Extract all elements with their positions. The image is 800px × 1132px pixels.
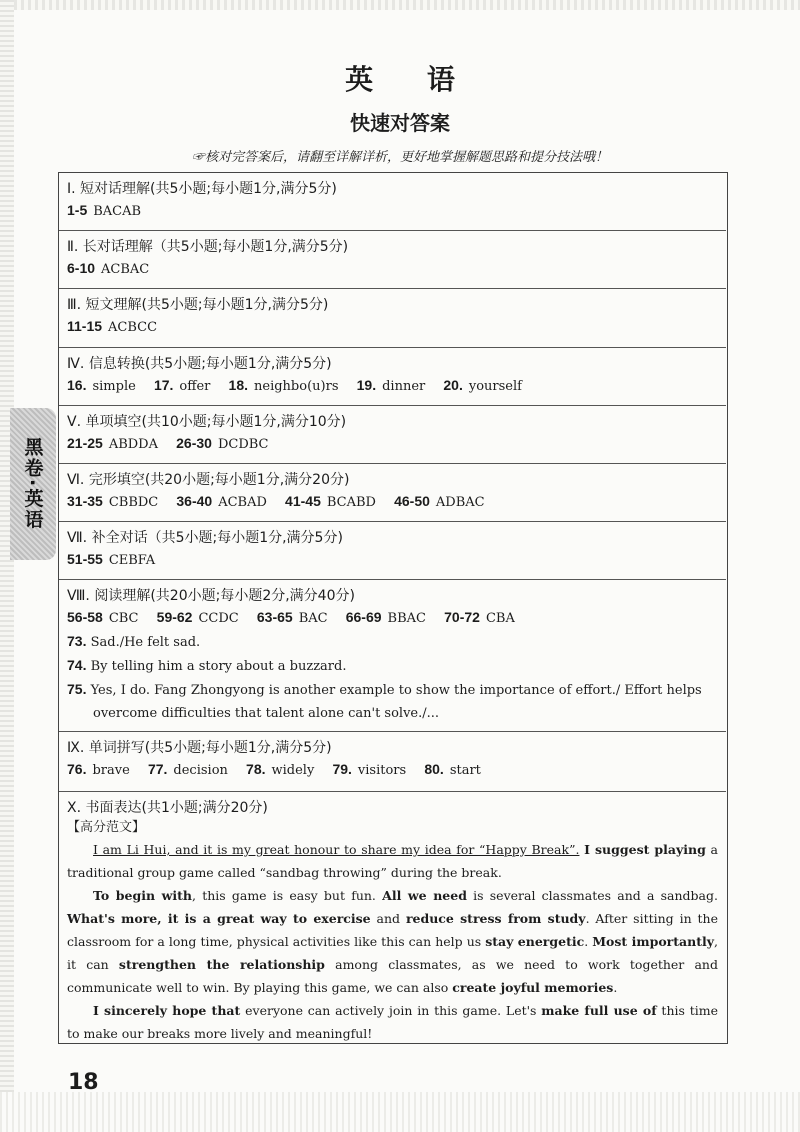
page-subtitle: 快速对答案 — [350, 111, 450, 135]
essay-text: . — [613, 980, 618, 995]
answer-line — [67, 432, 726, 456]
section-heading: Ⅸ. 单词拼写(共5小题;每小题1分,满分5分) — [67, 740, 332, 756]
page-number: 18 — [68, 1070, 99, 1095]
question-range: 6-10 — [67, 260, 96, 276]
answer-key: CBA — [485, 611, 515, 626]
question-number: 76. — [67, 761, 87, 777]
answer-key: BACAB — [93, 204, 142, 219]
question-range: 66-69 — [345, 609, 382, 625]
question-range: 26-30 — [176, 435, 212, 451]
answer-word: start — [449, 763, 481, 778]
essay-key-phrase: reduce stress from study — [405, 911, 586, 926]
section-7 — [59, 522, 726, 580]
question-number: 78. — [246, 761, 266, 777]
question-range: 31-35 — [67, 493, 103, 509]
page-title: 英 语 — [345, 63, 477, 96]
model-essay-tag: 【高分范文】 — [67, 820, 146, 835]
section-heading: Ⅵ. 完形填空(共20小题;每小题1分,满分20分) — [67, 472, 350, 488]
question-range: 36-40 — [176, 493, 213, 509]
section-10 — [59, 792, 726, 1042]
answer-line — [67, 257, 726, 281]
section-9 — [59, 732, 726, 792]
essay-text: , it can — [67, 934, 718, 972]
answer-word: offer — [179, 379, 211, 394]
answer-word: simple — [92, 379, 136, 394]
section-heading: Ⅲ. 短文理解(共5小题;每小题1分,满分5分) — [67, 297, 329, 313]
answer-key: ACBAD — [218, 495, 267, 510]
answer-line — [67, 315, 726, 339]
essay-key-phrase: All we need — [382, 888, 467, 903]
question-number: 79. — [332, 761, 352, 777]
section-8 — [59, 580, 726, 732]
answer-line — [67, 548, 726, 572]
answer-line — [67, 490, 726, 514]
section-2 — [59, 231, 726, 289]
essay-text: everyone can actively join in this game. Let's — [240, 1003, 542, 1018]
answer-key: CCDC — [198, 611, 239, 626]
answer-key: BBAC — [387, 611, 426, 626]
answer-key: ACBCC — [108, 320, 158, 335]
answer-key: CEBFA — [108, 553, 156, 568]
question-number: 17. — [153, 377, 174, 393]
essay-key-phrase: I suggest playing — [584, 842, 706, 857]
answer-word: decision — [173, 763, 228, 778]
question-range: 41-45 — [285, 493, 321, 509]
answer-key: ACBAC — [101, 262, 150, 277]
essay-paragraph-2 — [67, 884, 718, 999]
essay-key-phrase: To begin with — [93, 888, 193, 903]
question-number: 80. — [424, 761, 444, 777]
essay-key-phrase: What's more, it is a great way to exercise — [67, 911, 371, 926]
section-1 — [59, 173, 726, 231]
essay-text: . After sitting in the classroom for a long time, physical activities like this can help us — [67, 911, 718, 949]
question-number: 19. — [356, 377, 377, 393]
answer-word: dinner — [382, 379, 426, 394]
section-heading: Ⅰ. 短对话理解(共5小题;每小题1分,满分5分) — [67, 181, 337, 197]
essay-paragraph-1 — [67, 838, 718, 884]
question-range: 21-25 — [67, 435, 103, 451]
question-range: 46-50 — [394, 493, 430, 509]
essay-text: is several classmates and a sandbag. — [466, 888, 718, 903]
question-range: 1-5 — [67, 202, 88, 218]
section-heading: Ⅷ. 阅读理解(共20小题;每小题2分,满分40分) — [67, 588, 355, 604]
answer-text: By telling him a story about a buzzard. — [90, 659, 347, 674]
essay-text: among classmates, as we need to work together and communicate well to win. By playing this game, we can also — [67, 957, 718, 995]
answer-word: widely — [271, 763, 315, 778]
question-range: 70-72 — [444, 609, 480, 625]
section-heading: Ⅶ. 补全对话（共5小题;每小题1分,满分5分) — [67, 530, 343, 546]
essay-text: , this game is easy but fun. — [192, 888, 383, 903]
essay-key-phrase: make full use of — [541, 1003, 657, 1018]
answer-key: BCABD — [326, 495, 376, 510]
essay-underlined-text: I am Li Hui, and it is my great honour to share my idea for “Happy Break”. — [93, 842, 580, 857]
question-number: 75. — [67, 681, 87, 697]
essay-key-phrase: strengthen the relationship — [118, 957, 325, 972]
essay-text: a traditional group game called “sandbag throwing” during the break. — [67, 842, 718, 880]
question-range: 59-62 — [156, 609, 193, 625]
section-4 — [59, 348, 726, 406]
question-range: 51-55 — [67, 551, 103, 567]
section-3 — [59, 289, 726, 348]
answer-line — [67, 199, 726, 223]
answer-line — [67, 758, 726, 782]
essay-text: . — [584, 934, 593, 949]
answer-line — [67, 374, 726, 398]
essay-key-phrase: stay energetic — [485, 934, 585, 949]
page-edge-bottom — [0, 1092, 800, 1132]
answer-key: BAC — [298, 611, 328, 626]
section-heading: Ⅱ. 长对话理解（共5小题;每小题1分,满分5分) — [67, 239, 349, 255]
answer-line — [67, 606, 726, 630]
question-number: 77. — [147, 761, 168, 777]
section-5 — [59, 406, 726, 464]
side-tab-label: 黑卷·英语 — [21, 437, 44, 531]
side-tab — [10, 408, 56, 560]
page-edge-top — [0, 0, 800, 10]
answer-key: ABDDA — [108, 437, 158, 452]
question-number: 74. — [67, 657, 87, 673]
answer-word: brave — [92, 763, 130, 778]
question-number: 16. — [67, 377, 87, 393]
answer-line — [67, 630, 726, 654]
question-number: 18. — [228, 377, 249, 393]
essay-key-phrase: create joyful memories — [452, 980, 614, 995]
essay-text: this time to make our breaks more lively and meaningful! — [67, 1003, 718, 1041]
answer-word: yourself — [468, 379, 522, 394]
section-heading: Ⅳ. 信息转换(共5小题;每小题1分,满分5分) — [67, 356, 332, 372]
answer-word: visitors — [357, 763, 407, 778]
answer-key: ADBAC — [435, 495, 485, 510]
essay-paragraph-3 — [67, 999, 718, 1045]
instruction-note: ☞核对完答案后，请翻至详解详析，更好地掌握解题思路和提分技法哦！ — [191, 150, 608, 165]
answer-line — [67, 678, 718, 725]
question-range: 56-58 — [67, 609, 103, 625]
answer-key: CBBDC — [108, 495, 159, 510]
section-6 — [59, 464, 726, 522]
answer-key: CBC — [108, 611, 139, 626]
section-heading: Ⅹ. 书面表达(共1小题;满分20分) — [67, 800, 268, 816]
answer-key: DCDBC — [217, 437, 269, 452]
essay-key-phrase: I sincerely hope that — [93, 1003, 241, 1018]
answer-word: neighbo(u)rs — [254, 379, 339, 394]
essay-key-phrase: Most importantly — [592, 934, 715, 949]
question-range: 63-65 — [256, 609, 293, 625]
page-edge-left — [0, 0, 14, 1132]
question-range: 11-15 — [67, 318, 103, 334]
answer-line — [67, 654, 726, 678]
question-number: 20. — [443, 377, 463, 393]
essay-text: and — [370, 911, 406, 926]
question-number: 73. — [67, 633, 87, 649]
answer-text: Yes, I do. Fang Zhongyong is another example to show the importance of effort./ Effort helps overcome difficulties that talent alone can't solve./... — [90, 683, 702, 721]
section-heading: Ⅴ. 单项填空(共10小题;每小题1分,满分10分) — [67, 414, 347, 430]
answer-box — [58, 172, 728, 1044]
answer-text: Sad./He felt sad. — [90, 635, 201, 650]
